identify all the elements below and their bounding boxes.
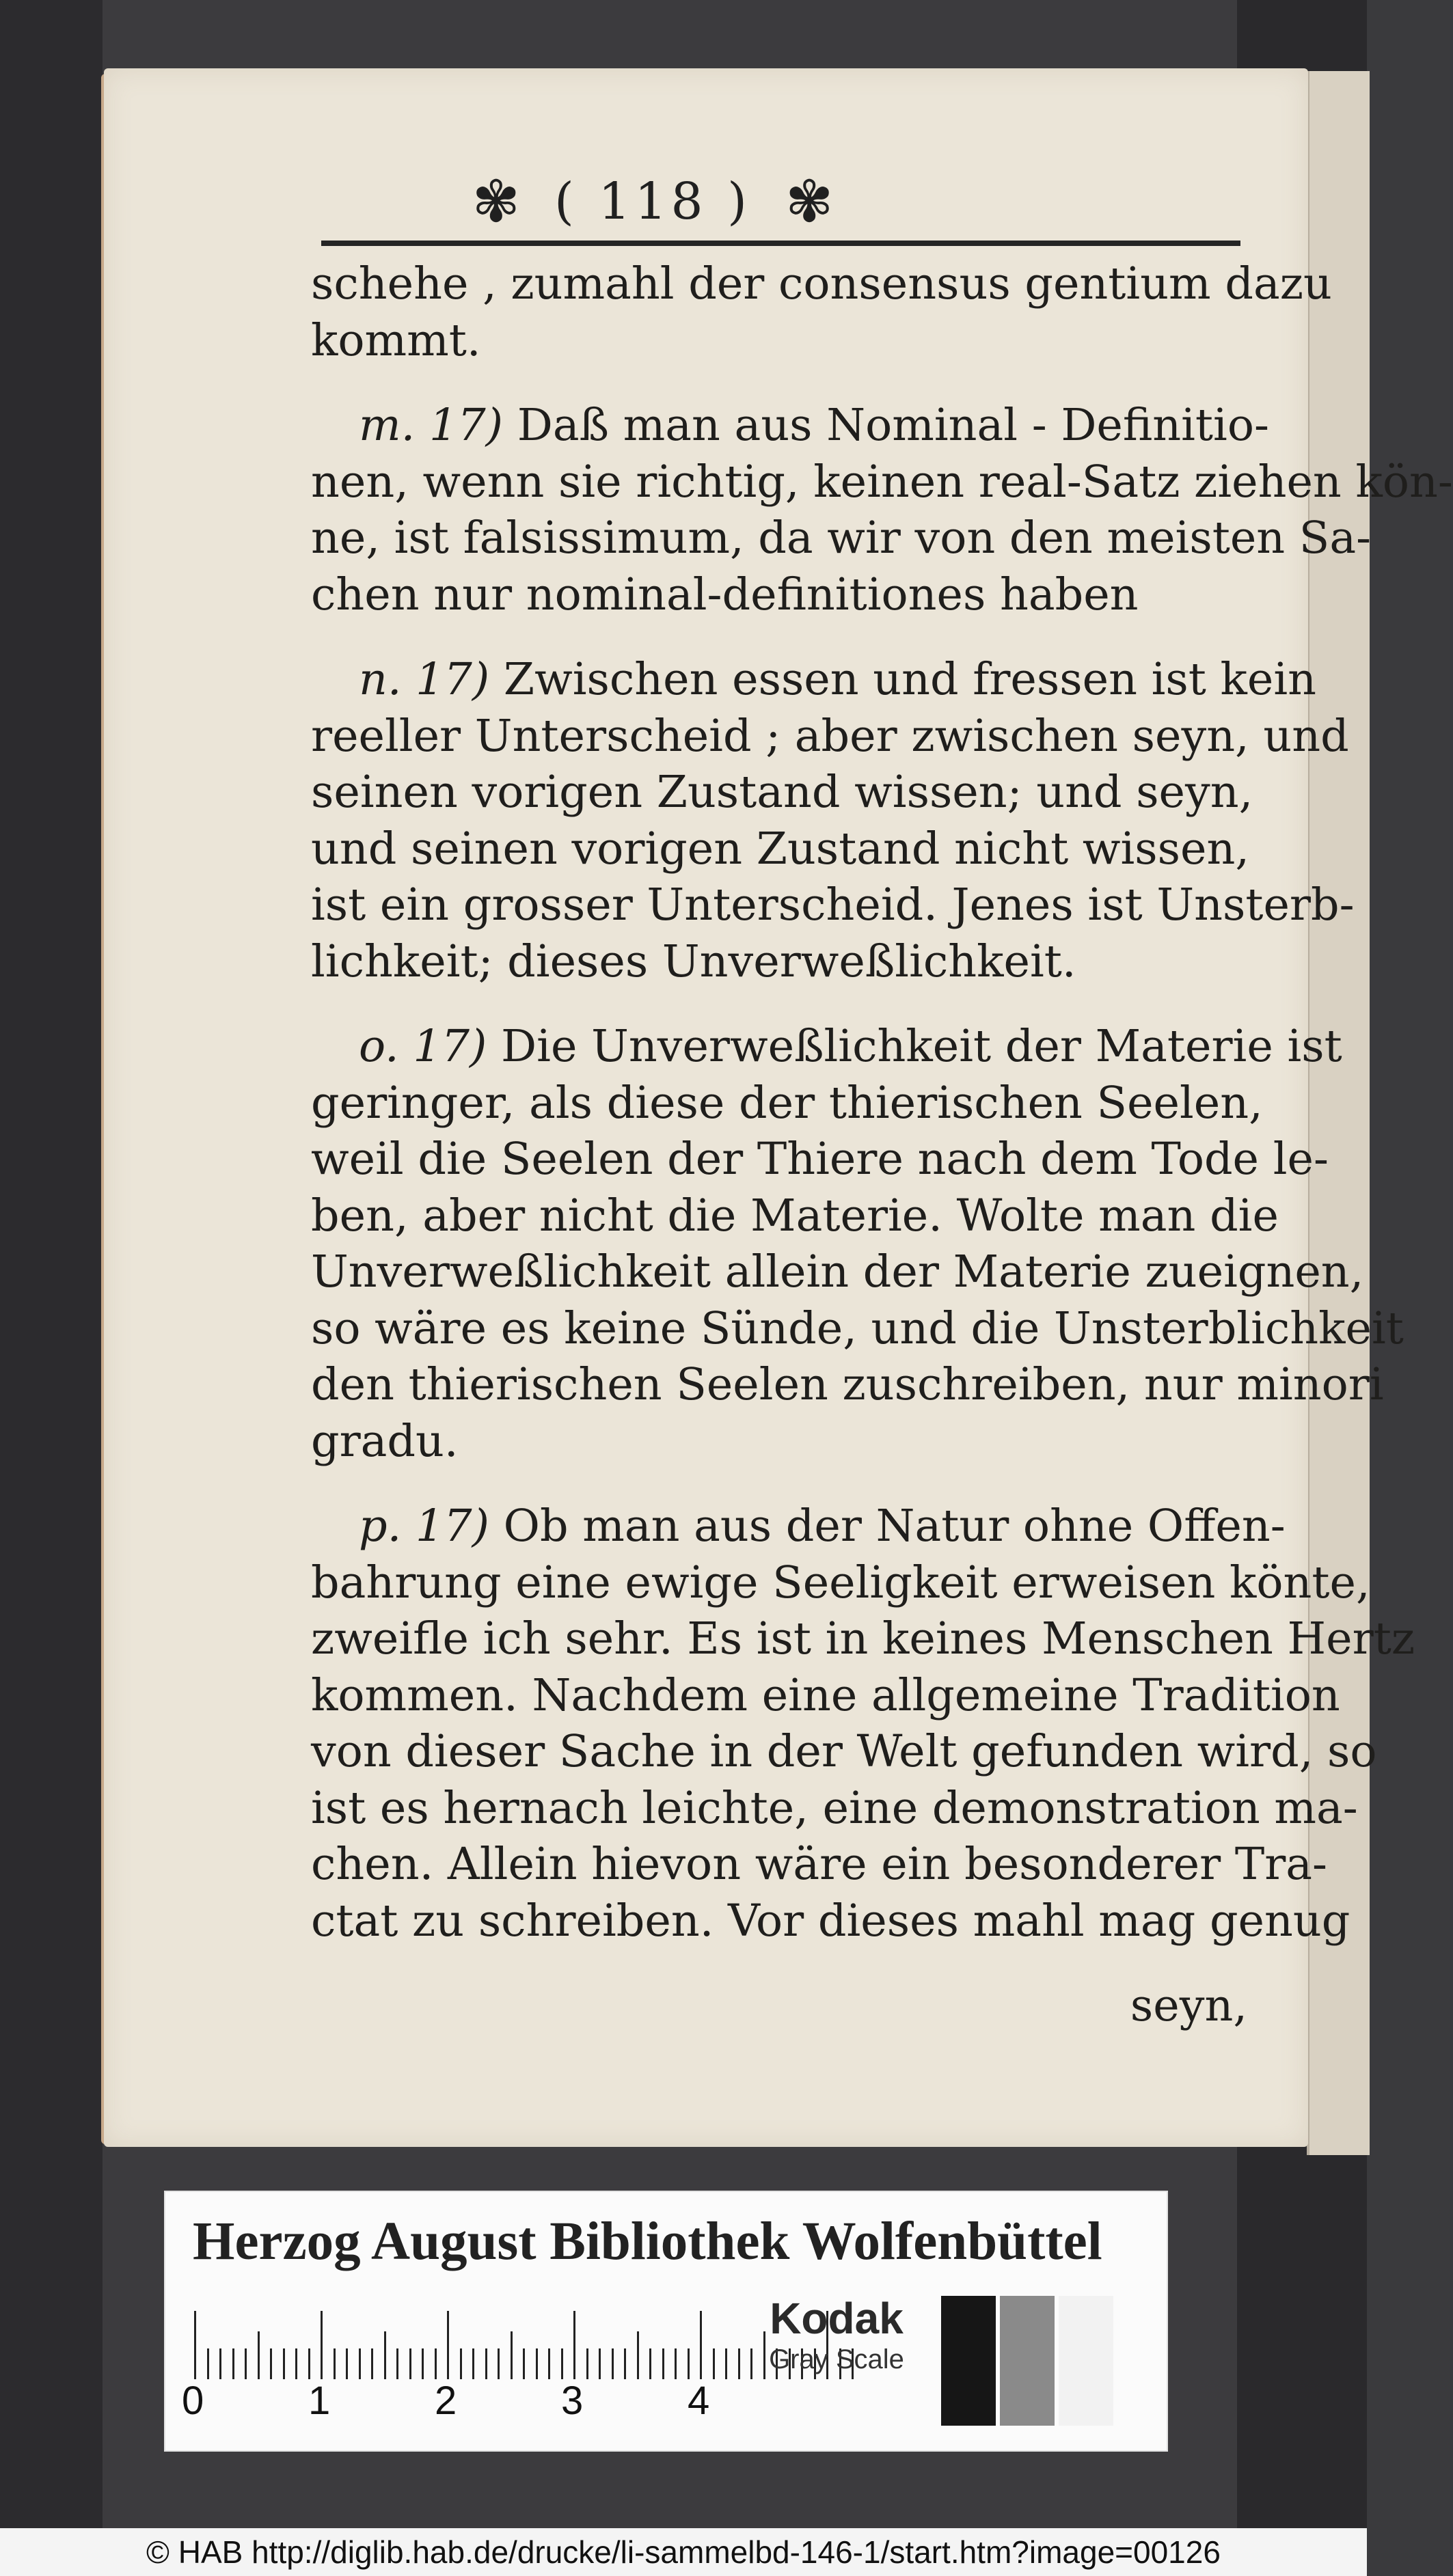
ruler-tick — [422, 2348, 424, 2379]
ruler-tick — [321, 2311, 323, 2379]
ruler-tick — [283, 2348, 285, 2379]
line-text: chen nur nominal-definitiones haben — [311, 568, 1139, 620]
ruler-tick — [472, 2348, 474, 2379]
ruler-tick — [536, 2348, 538, 2379]
ruler-numbers — [182, 2378, 865, 2426]
line-text: reeller Unterscheid ; aber zwischen seyn, und — [311, 710, 1349, 762]
line-text: Die Unverweßlichkeit der Materie ist — [501, 1021, 1342, 1072]
color-scale-bar — [164, 2191, 1168, 2452]
line-text: so wäre es keine Sünde, und die Unsterblichkeit — [311, 1302, 1404, 1354]
line-text: gradu. — [311, 1415, 459, 1467]
ruler-tick — [700, 2311, 702, 2379]
gray-swatch — [1059, 2296, 1113, 2426]
text-line — [311, 1188, 1279, 1245]
ruler-tick — [586, 2348, 588, 2379]
ruler-tick — [523, 2348, 525, 2379]
ruler-tick — [511, 2331, 513, 2379]
header-rule — [321, 241, 1240, 246]
line-text: schehe , zumahl der consensus gentium dazu — [311, 258, 1332, 310]
ruler-tick — [725, 2348, 727, 2379]
line-text: lichkeit; dieses Unverweßlichkeit. — [311, 935, 1076, 987]
paragraph-o17 — [311, 1019, 1404, 1470]
paragraph-marker: n. 17) — [359, 654, 504, 705]
text-line — [311, 1019, 1342, 1075]
text-line — [311, 1244, 1364, 1301]
ruler-tick — [637, 2331, 639, 2379]
ruler-tick — [548, 2348, 550, 2379]
page-body-text — [311, 256, 1453, 2035]
text-line — [311, 313, 1247, 370]
ruler-number: 4 — [688, 2379, 710, 2423]
text-line — [311, 877, 1355, 934]
text-line — [311, 1724, 1377, 1781]
footer-credit: © HAB http://diglib.hab.de/drucke/li-sammelbd-146-1/start.htm?image=00126 — [0, 2528, 1367, 2576]
paragraph-marker: p. 17) — [359, 1501, 504, 1552]
page-header — [311, 164, 994, 239]
line-text: kommt. — [311, 314, 481, 366]
paragraph-marker: o. 17) — [359, 1021, 502, 1072]
ruler-tick — [334, 2348, 336, 2379]
ruler-tick — [612, 2348, 614, 2379]
text-line — [311, 709, 1349, 765]
ruler-tick — [232, 2348, 234, 2379]
ruler-tick — [346, 2348, 348, 2379]
text-line — [311, 765, 1253, 821]
ruler-tick — [675, 2348, 677, 2379]
line-text: chen. Allein hievon wäre ein besonderer Tra- — [311, 1839, 1328, 1890]
ruler-tick — [447, 2311, 449, 2379]
text-line — [311, 567, 1247, 624]
text-line — [311, 510, 1372, 567]
line-text: zweifle ich sehr. Es ist in keines Menschen Hertz — [311, 1613, 1415, 1664]
paragraph-continuation — [311, 256, 1332, 369]
text-line — [311, 1837, 1328, 1893]
ruler-tick — [435, 2348, 437, 2379]
paragraph-marker: m. 17) — [359, 400, 517, 451]
ruler-number: 1 — [308, 2379, 331, 2423]
ruler-tick — [662, 2348, 664, 2379]
line-text: nen, wenn sie richtig, keinen real-Satz ziehen kön- — [311, 456, 1453, 508]
line-text: seinen vorigen Zustand wissen; und seyn, — [311, 767, 1253, 818]
text-line — [311, 652, 1317, 709]
line-text: von dieser Sache in der Welt gefunden wird, so — [311, 1726, 1377, 1777]
gray-scale-label: Gray Scale — [769, 2344, 904, 2374]
ruler-tick — [384, 2331, 386, 2379]
ruler-tick — [460, 2348, 462, 2379]
ornament-right-icon: ✾ — [785, 168, 834, 235]
ruler-number: 0 — [182, 2379, 204, 2423]
text-line — [311, 1498, 1286, 1555]
ruler-tick — [207, 2348, 209, 2379]
line-text: ist es hernach leichte, eine demonstration ma- — [311, 1782, 1358, 1834]
ruler-tick — [624, 2348, 626, 2379]
ruler-tick — [194, 2311, 196, 2379]
ruler-tick — [738, 2348, 740, 2379]
line-text: Daß man aus Nominal - Definitio- — [517, 400, 1269, 451]
text-line — [311, 1414, 1247, 1470]
ruler-tick — [219, 2348, 221, 2379]
line-text: bahrung eine ewige Seeligkeit erweisen könte, — [311, 1557, 1370, 1608]
ruler-tick — [498, 2348, 500, 2379]
line-text: ist ein grosser Unterscheid. Jenes ist Unsterb- — [311, 879, 1355, 931]
text-line — [311, 1357, 1384, 1414]
text-line — [311, 1668, 1340, 1725]
ruler-tick — [561, 2348, 563, 2379]
line-text: weil die Seelen der Thiere nach dem Tode le- — [311, 1134, 1329, 1185]
text-line — [311, 1893, 1350, 1950]
line-text: ben, aber nicht die Materie. Wolte man die — [311, 1190, 1279, 1242]
line-text: ne, ist falsissimum, da wir von den meisten Sa- — [311, 512, 1372, 564]
text-line — [311, 821, 1247, 878]
ruler-tick — [308, 2348, 310, 2379]
ruler-tick — [599, 2348, 601, 2379]
ruler-number: 3 — [561, 2379, 584, 2423]
ornament-left-icon: ✾ — [472, 168, 520, 235]
line-text: Ob man aus der Natur ohne Offen- — [503, 1501, 1286, 1552]
ruler-tick — [573, 2311, 575, 2379]
kodak-label — [748, 2294, 925, 2376]
text-line — [311, 1132, 1329, 1188]
ruler-tick — [295, 2348, 297, 2379]
ruler-tick — [409, 2348, 411, 2379]
ruler-tick — [713, 2348, 715, 2379]
line-text: ctat zu schreiben. Vor dieses mahl mag genug — [311, 1895, 1350, 1947]
line-text: den thierischen Seelen zuschreiben, nur minori — [311, 1359, 1384, 1410]
text-line — [311, 1611, 1415, 1668]
line-text: und seinen vorigen Zustand nicht wissen, — [311, 823, 1249, 875]
line-text: geringer, als diese der thierischen Seelen, — [311, 1077, 1263, 1129]
ruler-tick — [688, 2348, 690, 2379]
ruler-tick — [649, 2348, 651, 2379]
paragraph-m17 — [311, 398, 1453, 623]
ruler-tick — [359, 2348, 361, 2379]
text-line — [311, 1075, 1263, 1132]
text-line — [311, 1781, 1358, 1837]
ruler-tick — [245, 2348, 247, 2379]
ruler-tick — [371, 2348, 373, 2379]
line-text: kommen. Nachdem eine allgemeine Tradition — [311, 1669, 1340, 1721]
text-line — [311, 1555, 1370, 1612]
ruler-tick — [396, 2348, 398, 2379]
gray-swatch — [941, 2296, 996, 2426]
scanner-bed-left — [0, 0, 103, 2528]
line-text: Zwischen essen und fressen ist kein — [503, 654, 1317, 705]
kodak-brand: Kodak — [770, 2294, 904, 2343]
text-line — [311, 454, 1453, 511]
catchword: seyn, — [1130, 1980, 1247, 2031]
ruler-number: 2 — [435, 2379, 457, 2423]
text-line — [311, 1301, 1404, 1358]
gray-swatch — [1000, 2296, 1055, 2426]
page-number: ( 118 ) — [554, 172, 752, 231]
library-name: Herzog August Bibliothek Wolfenbüttel — [193, 2212, 1102, 2271]
text-line — [311, 934, 1247, 991]
text-line — [311, 398, 1269, 454]
ruler-tick — [258, 2331, 260, 2379]
ruler-tick — [270, 2348, 272, 2379]
paragraph-p17 — [311, 1498, 1415, 1949]
paragraph-n17 — [311, 652, 1355, 990]
ruler-tick — [485, 2348, 487, 2379]
text-line — [311, 256, 1332, 313]
line-text: Unverweßlichkeit allein der Materie zueignen, — [311, 1246, 1364, 1298]
